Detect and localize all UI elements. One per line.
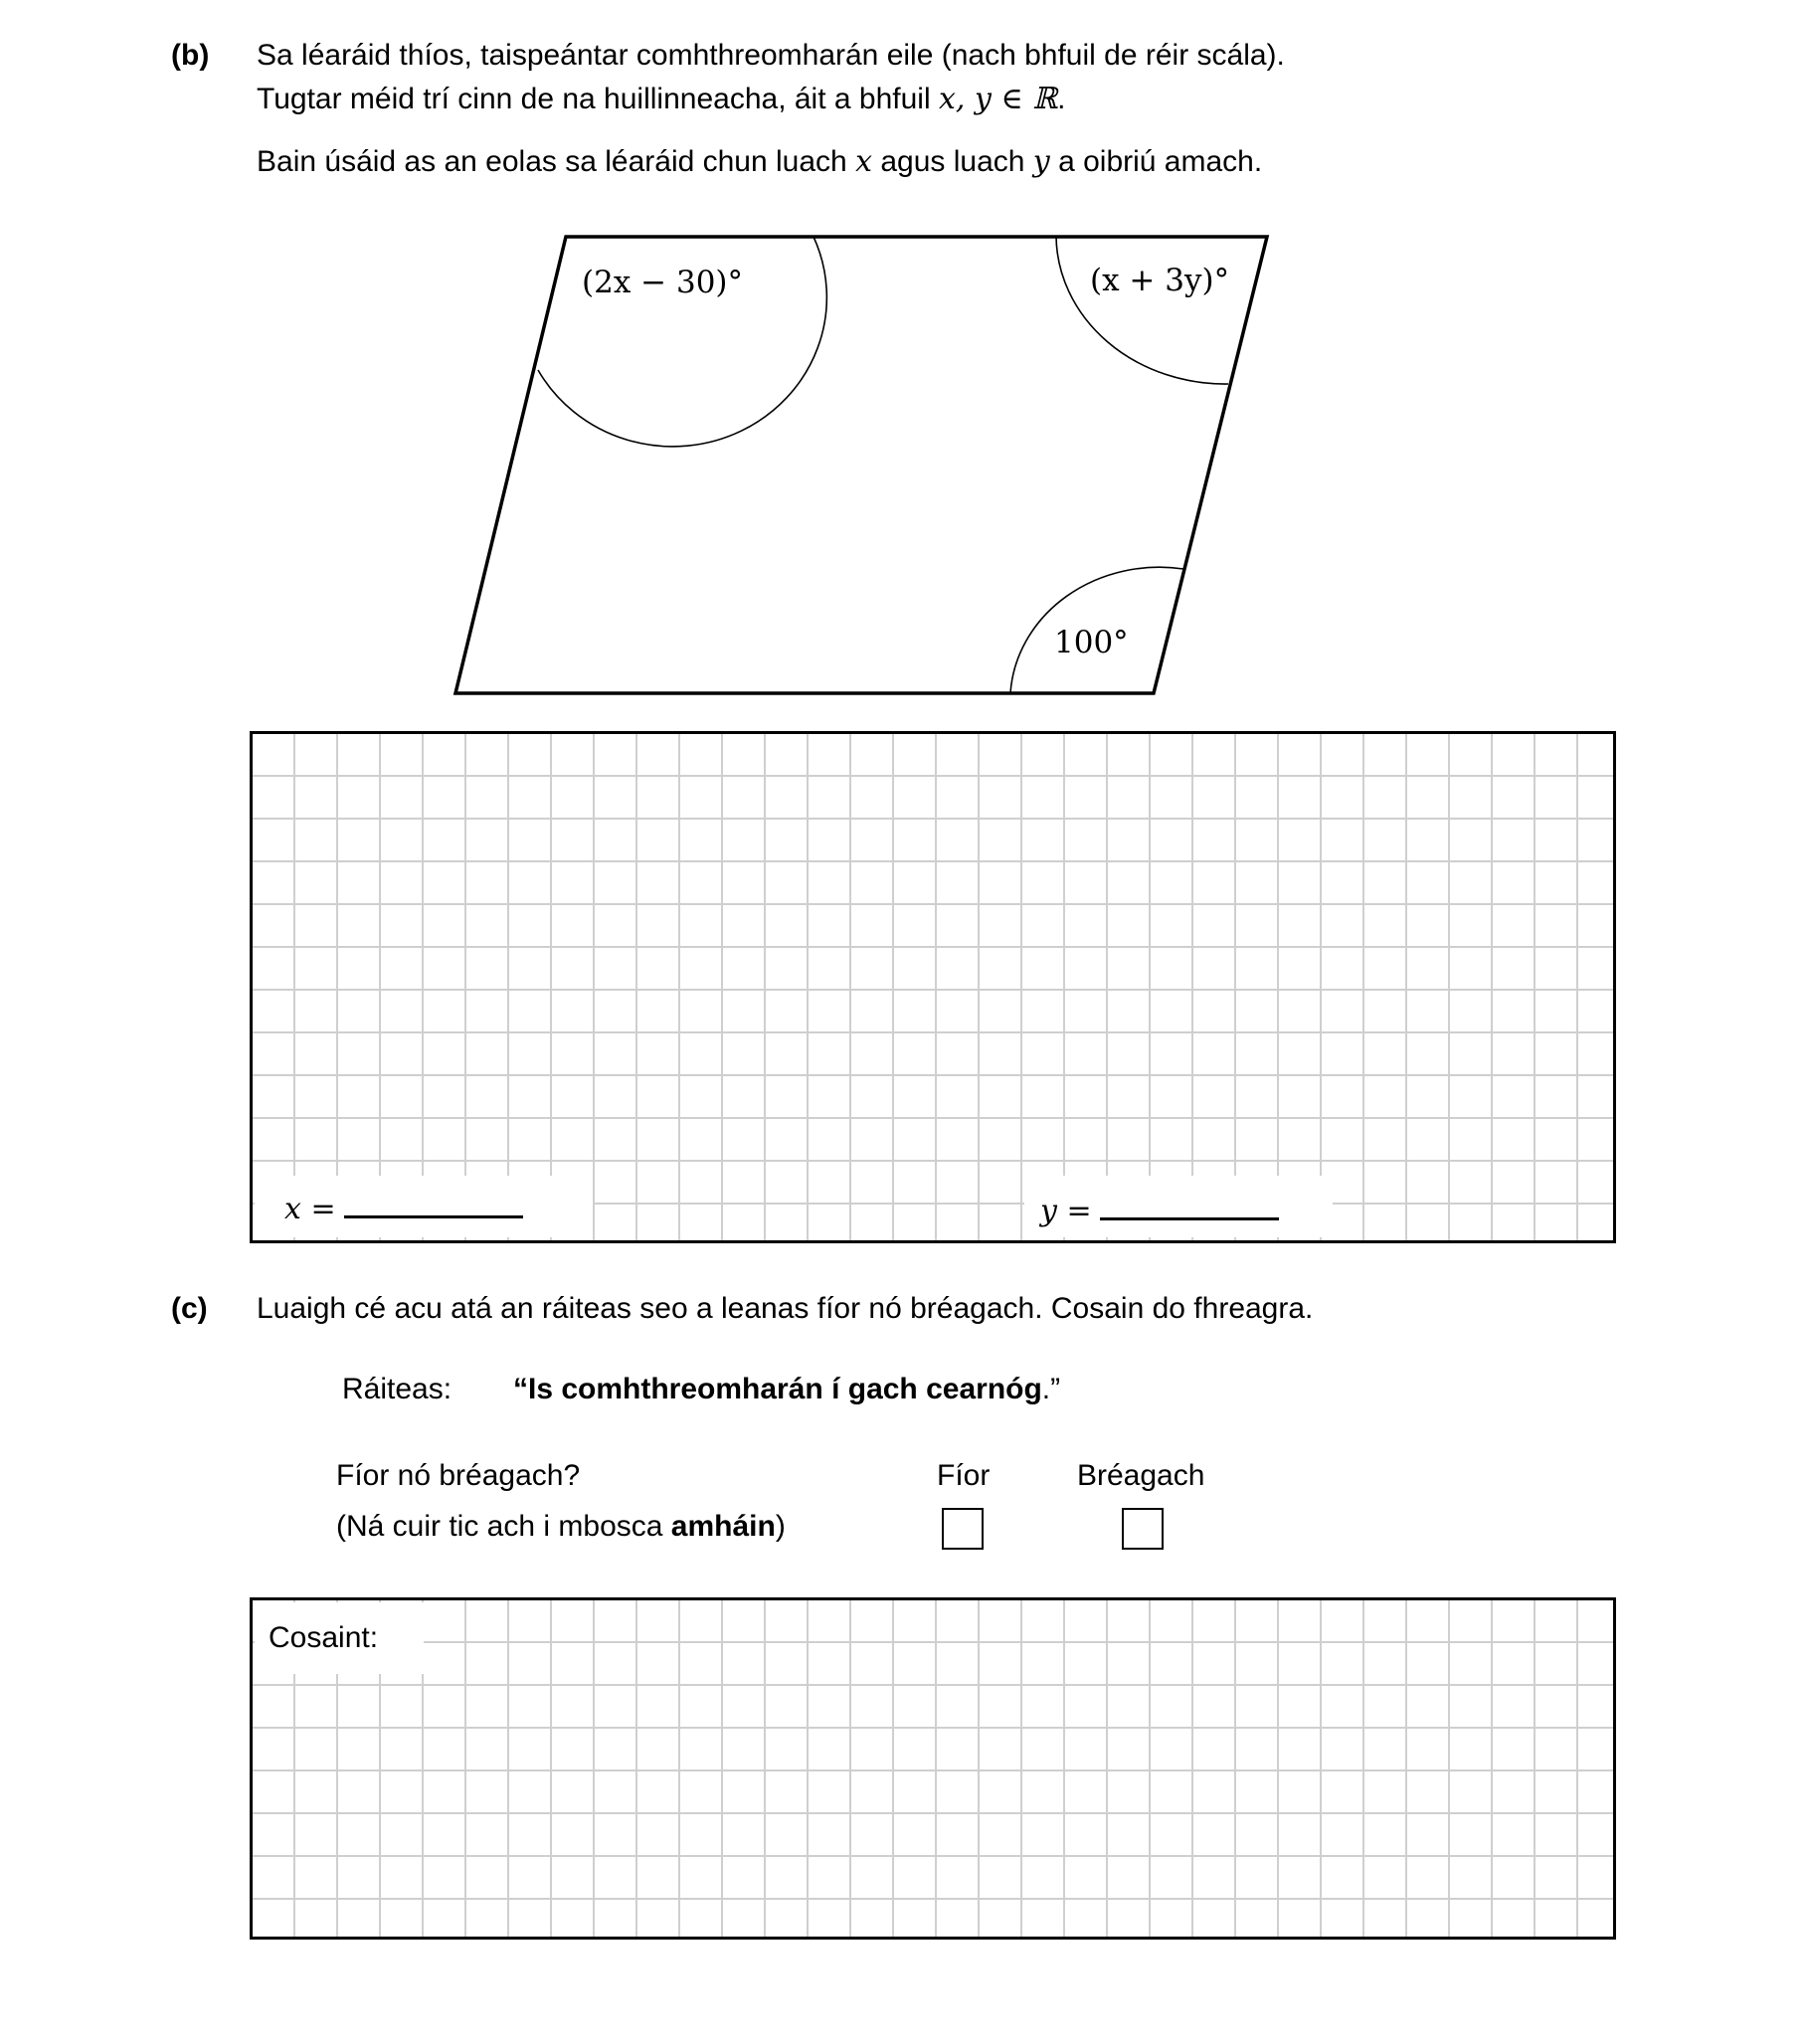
defence-answer-box[interactable]: [250, 1597, 1616, 1940]
part-b-line2-math: x, y ∈ ℝ: [938, 82, 1058, 116]
part-b-line3-a: Bain úsáid as an eolas sa léaráid chun luach: [257, 145, 856, 178]
tick-note-pre: (Ná cuir tic ach i mbosca: [336, 1510, 671, 1543]
angle-label-top-right: (x + 3y)°: [1090, 263, 1230, 298]
tick-note-post: ): [775, 1510, 786, 1543]
statement-text: [513, 1372, 1060, 1407]
true-false-question: Fíor nó bréagach?: [336, 1459, 581, 1492]
defence-label: Cosaint:: [269, 1621, 379, 1654]
statement-open-quote: “: [513, 1373, 528, 1405]
tick-note: [336, 1509, 786, 1545]
x-answer-field[interactable]: [284, 1188, 523, 1227]
angle-label-bottom-right: 100°: [1054, 625, 1129, 660]
x-answer-label: x =: [284, 1192, 336, 1226]
part-b-line3-x: x: [855, 144, 872, 179]
answer-box-b[interactable]: [250, 731, 1616, 1243]
angle-arc-top-right: [1056, 237, 1228, 384]
y-answer-label: y =: [1040, 1194, 1092, 1228]
statement-label: Ráiteas:: [342, 1373, 452, 1405]
part-b-line2-text: Tugtar méid trí cinn de na huillinneacha, áit a bhfuil: [257, 83, 939, 115]
statement-bold: Is comhthreomharán í gach cearnóg: [528, 1373, 1042, 1405]
option-breagach-checkbox[interactable]: [1122, 1508, 1164, 1550]
part-b-label: (b): [171, 39, 210, 72]
option-fior-checkbox[interactable]: [942, 1508, 984, 1550]
angle-label-top-left: (2x − 30)°: [582, 265, 744, 300]
parallelogram-diagram: [0, 0, 1808, 756]
part-c-instruction: Luaigh cé acu atá an ráiteas seo a leanas fíor nó bréagach. Cosain do fhreagra.: [257, 1292, 1314, 1325]
option-fior-label: Fíor: [937, 1459, 991, 1492]
part-c-label: (c): [171, 1292, 208, 1325]
option-breagach-label: Bréagach: [1077, 1459, 1205, 1492]
statement-close: .”: [1041, 1373, 1061, 1405]
part-b-line3-b: agus luach: [872, 145, 1033, 178]
part-b-line2-end: .: [1057, 83, 1066, 115]
part-b-line3-y: y: [1032, 144, 1050, 179]
y-answer-field[interactable]: [1040, 1190, 1279, 1229]
part-b-line1: Sa léaráid thíos, taispeántar comhthreomharán eile (nach bhfuil de réir scála).: [257, 39, 1285, 72]
y-answer-blank[interactable]: [1100, 1190, 1279, 1220]
tick-note-bold: amháin: [670, 1510, 776, 1543]
part-b-line3-c: a oibriú amach.: [1049, 145, 1263, 178]
x-answer-blank[interactable]: [344, 1188, 523, 1218]
